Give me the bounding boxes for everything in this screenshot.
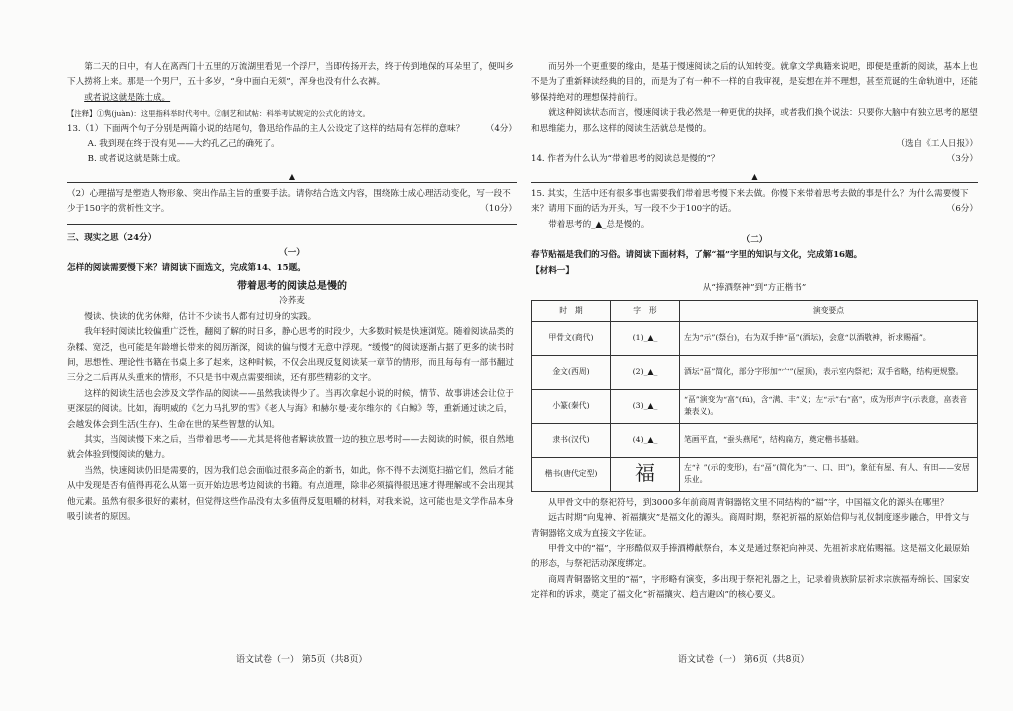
article-paragraph: 当然，快速阅读仍旧是需要的，因为我们总会面临过很多高企的新书，如此，你不得不去浏览扫描它们，然后才能从中发现是否有值得再花么从第一页开始边思考边阅读的书籍。有点道理，除非必须搞得很迅速才得理解或不会出现其他元素。虽然有很多很好的素材，但觉得这些作品没有太多值得反复咀嚼的材料，对我来说，这可能也是文学作品本身吸引读者的原因。: [67, 465, 514, 522]
cell-period: 楷书(唐代定型): [532, 457, 611, 491]
cell-period: 隶书(汉代): [532, 423, 611, 457]
material-paragraph: 从甲骨文中的祭祀符号，到3000多年前商周青铜器铭文里不同结构的“福”字，中国福文化的源头在哪里？: [548, 497, 949, 508]
question-13-2: （2）心理描写是塑造人物形象、突出作品主旨的重要手法。请你结合选文内容，围绕陈士成心理活动变化，写一段不少于150字的赏析性文字。 （10分）: [67, 188, 517, 215]
article-paragraph: 而另外一个更重要的缘由，是基于慢速阅读之后的认知转变。就拿文学典籍来说吧，即便是重新的阅读，基本上也不是为了重新释读经典的目的，而是为了有一种不一样的自我审视，是妄想在并不理想，甚至荒诞的生命轨道中，还能够保持绝对的理想保持前行。: [531, 62, 978, 103]
article-paragraph: 慢读、快读的优劣休辩，估计不少读书人都有过切身的实践。: [84, 311, 317, 322]
fu-evolution-table: [531, 300, 978, 492]
right-page: [531, 60, 978, 604]
cell-form-blank[interactable]: (2)_▲_: [611, 355, 680, 389]
story-ending: 或者说这就是陈士成。: [84, 92, 171, 103]
material-label: 【材料一】: [531, 265, 574, 276]
cell-point: “畐”演变为“畗”(fú)，含“满、丰”义；左“示”右“畗”，成为形声字(示表意，畗表音兼表义)。: [680, 389, 978, 423]
table-row: [532, 389, 978, 423]
header-period: 时 期: [532, 300, 611, 321]
cell-form-blank[interactable]: (3)_▲_: [611, 389, 680, 423]
material-paragraph: 商周青铜器铭文里的“福”，字形略有演变，多出现于祭祀礼器之上，记录着贵族阶层祈求宗族福寿绵长、国家安定祥和的诉求，奠定了福文化“祈福攘灾、趋吉避凶”的核心要义。: [531, 574, 970, 601]
article-paragraph: 我年轻时阅读比较偏重广泛性，翻阅了解的时日多，静心思考的时段少，大多数时候是快速浏览。随着阅读品类的杂糅、宽泛，也可能是年龄增长带来的阅历渐深，阅读的偏与慢才无意中浮现。“缓慢”的阅读逐渐占据了更多的读书时间，思想性、理论性书籍在书桌上多了起来，这种时候，不仅会出现反复阅读某一章节的情形，而且每每有一部书翻过三分之二后再从头重来的情形，不只是书中观点需要细读，还有那些精彩的文字。: [67, 327, 515, 384]
table-header-row: [532, 300, 978, 321]
story-paragraph: 第二天的日中，有人在离西门十五里的万流湖里看见一个浮尸，当即传扬开去，终于传到地保的耳朵里了，便叫乡下人捞将上来。那是一个男尸，五十多岁，“身中面白无须”，浑身也没有什么衣裤。: [67, 62, 514, 88]
page-footer-right: 语文试卷（一） 第6页（共8页）: [678, 655, 810, 665]
article-paragraph: 其实，当阅读慢下来之后，当带着思考——尤其是将他者解读放置一边的独立思考时——去阅读的时候，很自然地就会体验到慢阅读的魅力。: [67, 434, 514, 461]
cell-point: 左“礻”(示的变形)，右“畐”(简化为“一、口、田”)，象征有屋、有人、有田——安居乐业。: [680, 457, 978, 491]
cell-point: 酒坛“畐”简化，部分字形加“宀”(屋顶)，表示室内祭祀；双手省略，结构更规整。: [680, 355, 978, 389]
answer-line[interactable]: [531, 170, 978, 183]
table-title: 从“捧酒祭神”到“方正楷书”: [702, 283, 807, 294]
material-paragraph: 远古时期“向鬼神、祈福攘灾”是福文化的源头。商周时期，祭祀祈福的原始信仰与礼仪制度逐步融合，甲骨文与青铜器铭文成为直接文字佐证。: [531, 513, 970, 539]
cell-period: 小篆(秦代): [532, 389, 611, 423]
part-1-heading: （一）: [279, 248, 305, 259]
answer-line[interactable]: [67, 170, 517, 183]
part-2-heading: （二）: [741, 235, 768, 246]
cell-form-fu-character: 福: [611, 457, 680, 491]
table-row: [532, 355, 978, 389]
header-form: 字 形: [611, 300, 680, 321]
cell-period: 甲骨文(商代): [532, 321, 611, 355]
table-row: [532, 423, 978, 457]
table-row: [532, 457, 978, 491]
cell-form-blank[interactable]: (4)_▲_: [611, 423, 680, 457]
cell-point: 左为“示”(祭台)，右为双手捧“畐”(酒坛)，会意“以酒敬神，祈求赐福”。: [680, 321, 978, 355]
answer-marker-icon: ▲: [288, 171, 296, 181]
question-15: 15. 其实，生活中还有很多事也需要我们带着思考慢下来去做。你慢下来带着思考去做的事是什么？为什么需要慢下来？请用下面的话为开头，写一段不少于100字的话。 （6分）: [531, 188, 978, 215]
option-a: A. 我到现在终于没有见——大约孔乙己的确死了。: [87, 139, 280, 150]
cell-point: 笔画平直，“蚕头燕尾”，结构扁方，奠定楷书基础。: [680, 423, 978, 457]
reading-intro: 怎样的阅读需要慢下来？请阅读下面选文，完成第14、15题。: [67, 263, 306, 274]
question-14: 14. 作者为什么认为“带着思考的阅读总是慢的”？ （3分）: [531, 154, 978, 165]
reading-intro-2: 春节贴福是我们的习俗。请阅读下面材料，了解“福”字里的知识与文化，完成第16题。: [531, 250, 863, 261]
material-paragraph: 甲骨文中的“福”，字形酷似双手捧酒樽献祭台，本义是通过祭祀向神灵、先祖祈求庇佑赐福。这是福文化最原始的形态，与祭祀活动深度绑定。: [531, 543, 970, 570]
article-paragraph: 这样的阅读生活也会涉及文学作品的阅读——虽然我读得少了。当再次拿起小说的时候，情节、故事讲述会让位于更深层的阅读。比如，海明威的《乞力马扎罗的雪》《老人与海》和赫尔曼·麦尔维尔的《白鲸》等，重新通过读之后，会越发体会到生活(生存)、生命在世的某些智慧的认知。: [67, 388, 514, 430]
option-b: B. 或者说这就是陈士成。: [87, 154, 186, 165]
footnote: 【注释】①隽(juàn)：这里指科举时代考中。②制艺和试帖：科举考试规定的公式化的诗文。: [67, 109, 370, 119]
article-paragraph: 就这种阅读状态而言，慢速阅读于我必然是一种更优的抉择，或者我们换个说法：只要你大脑中有独立思考的愿望和思维能力，那么这样的阅读生活就总是慢的。: [531, 108, 978, 134]
page-footer-left: 语文试卷（一） 第5页（共8页）: [236, 655, 368, 665]
question-15-prompt[interactable]: 带着思考的_▲_总是慢的。: [548, 219, 650, 230]
article-author: 冷荞麦: [279, 296, 305, 307]
article-title: 带着思考的阅读总是慢的: [237, 280, 347, 292]
answer-marker-icon: ▲: [751, 171, 758, 181]
left-page: [67, 60, 517, 525]
question-13-1: 13.（1）下面两个句子分别是两篇小说的结尾句，鲁迅给作品的主人公设定了这样的结局有怎样的意味？ （4分）: [67, 123, 517, 134]
answer-line[interactable]: [67, 220, 517, 225]
cell-form-blank[interactable]: (1)_▲_: [611, 321, 680, 355]
header-points: 演变要点: [680, 300, 978, 321]
section-3-heading: 三、现实之思（24分）: [67, 232, 157, 243]
cell-period: 金文(西周): [532, 355, 611, 389]
article-source: （选自《工人日报》）: [896, 139, 978, 150]
table-row: [532, 321, 978, 355]
